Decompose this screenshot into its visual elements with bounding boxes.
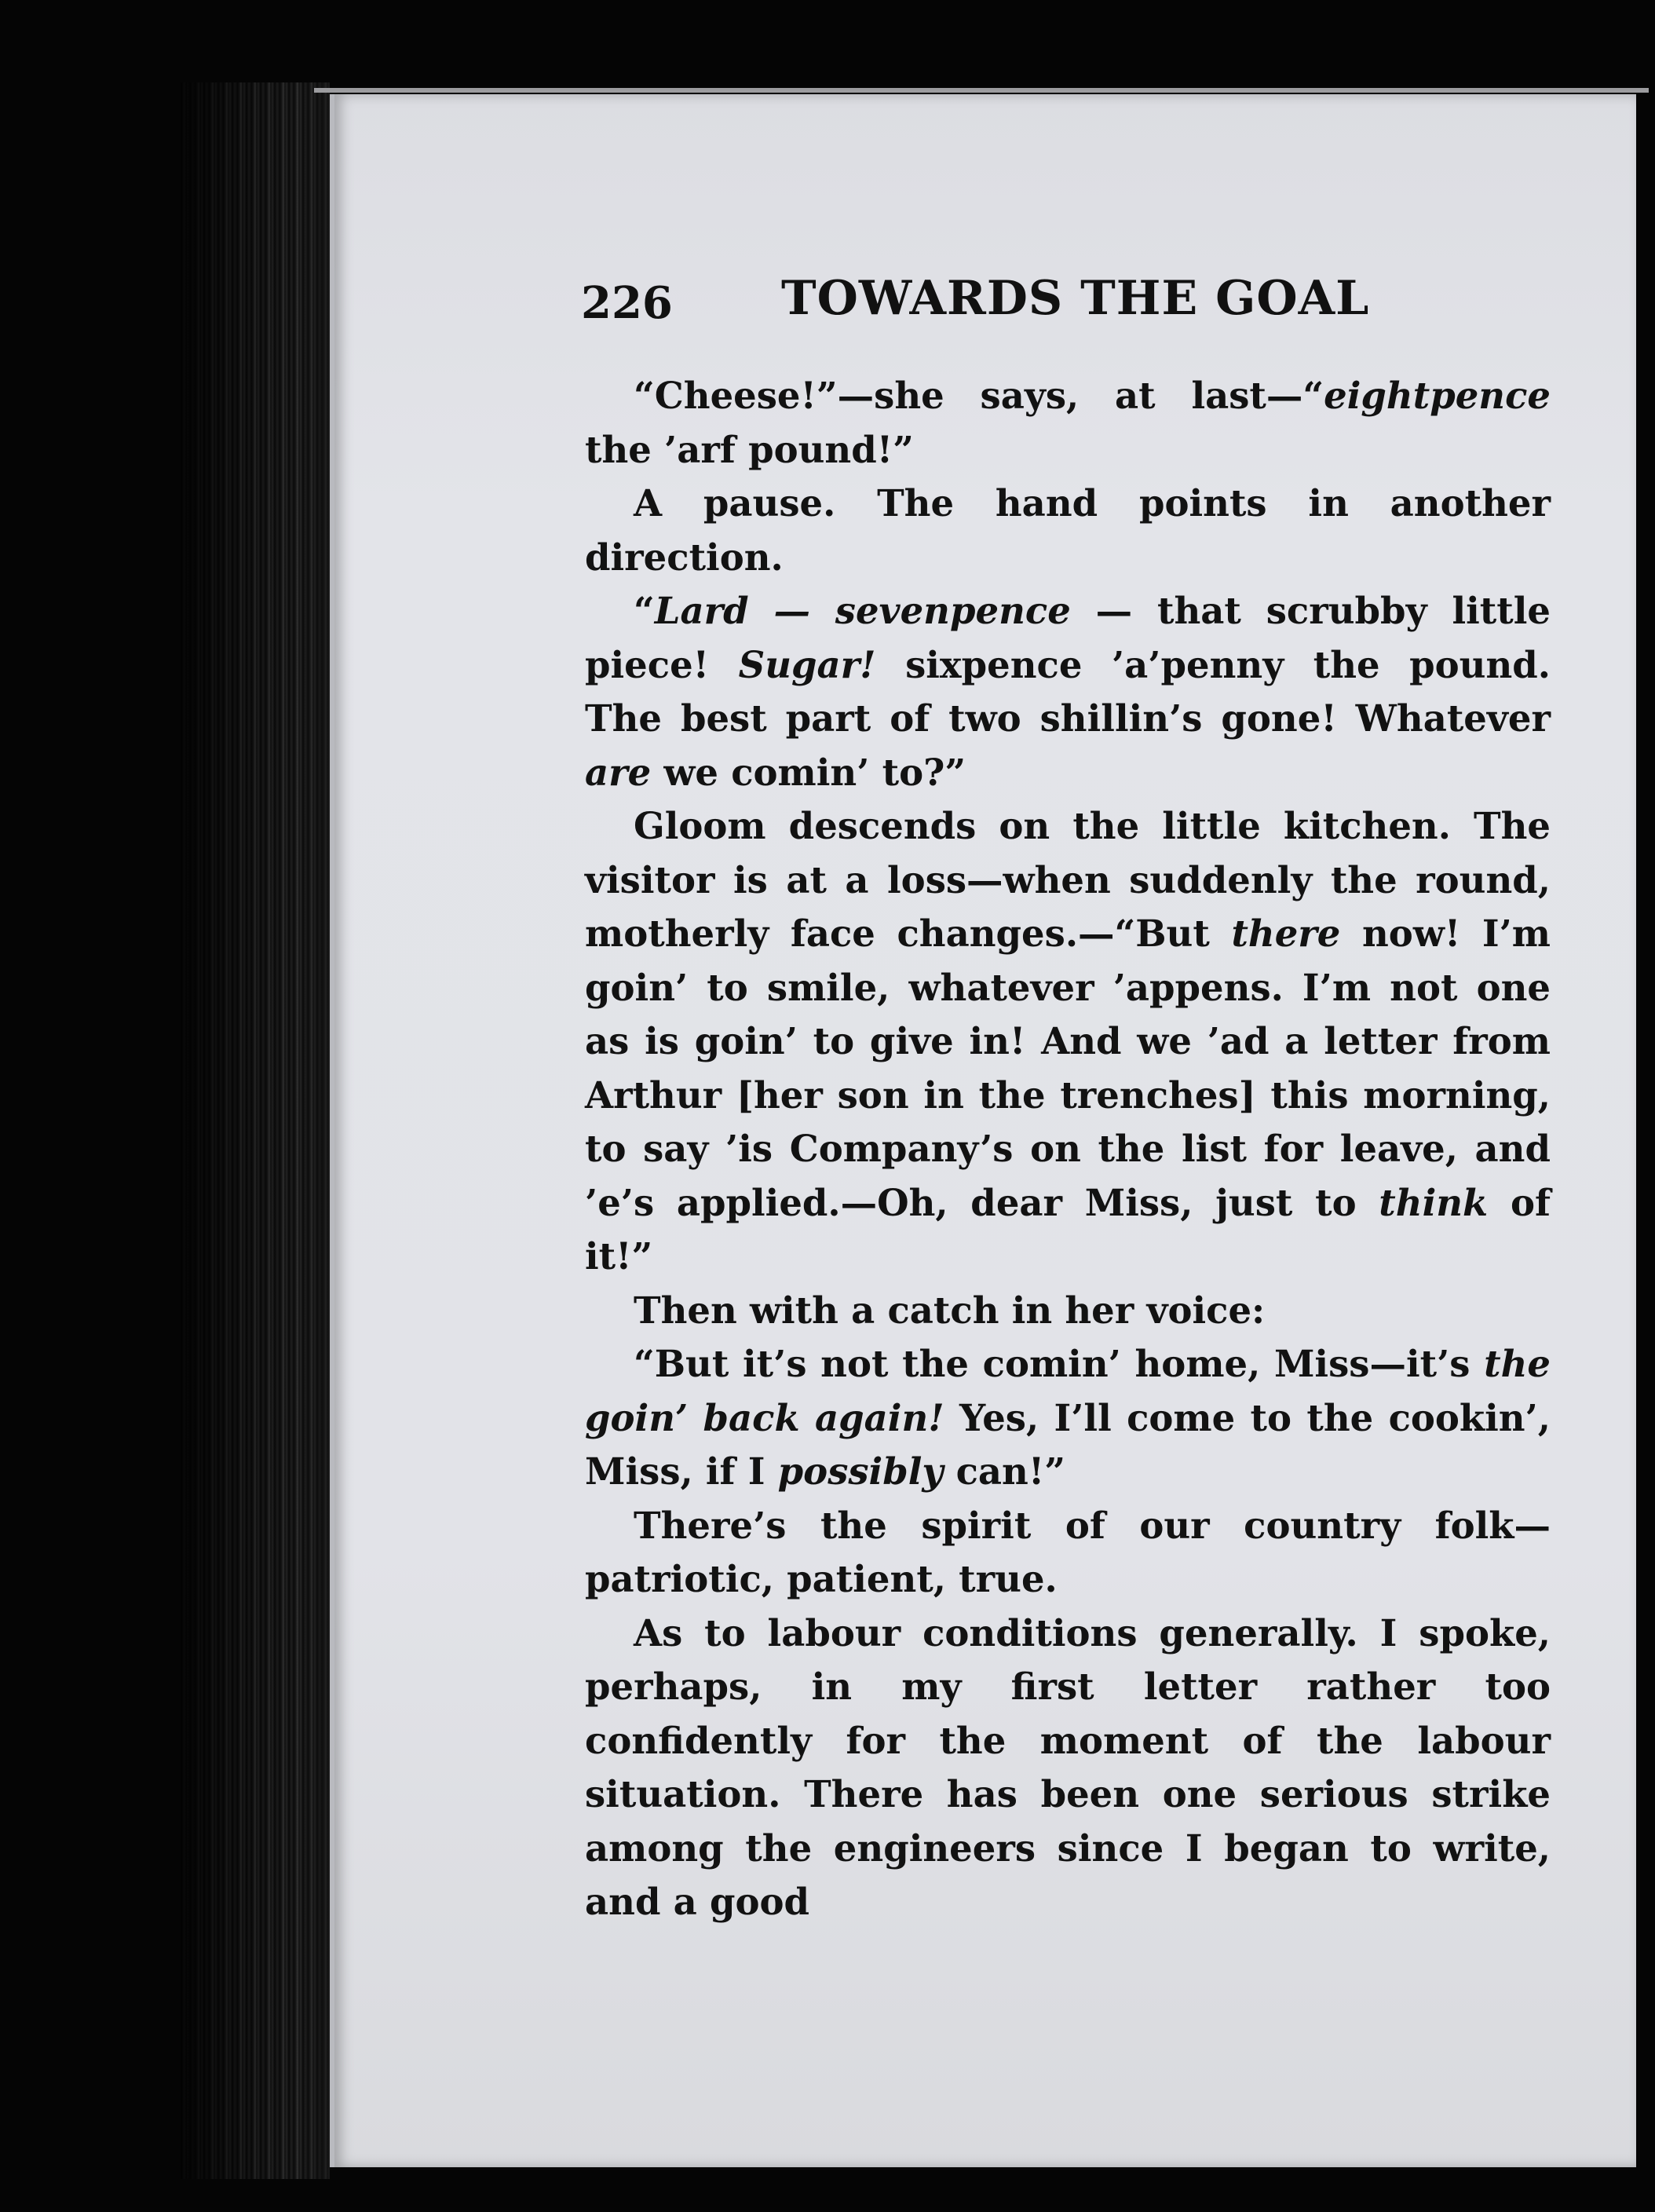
- paragraph-3: [585, 584, 1551, 799]
- text-run-italic: think: [1379, 1180, 1489, 1224]
- paragraph-2: [585, 477, 1551, 584]
- text-run: “: [634, 589, 655, 632]
- text-run: “But it’s not the comin’ home, Miss—it’s: [634, 1342, 1485, 1385]
- text-run: — that scrubby little piece!: [585, 589, 1551, 686]
- text-run: we comin’ to?”: [651, 750, 966, 794]
- text-run-italic: Sugar!: [738, 642, 876, 686]
- text-run: Then with a catch in her voice:: [634, 1288, 1266, 1332]
- paragraph-7: [585, 1499, 1551, 1607]
- text-run: As to labour conditions generally. I spoke, perhaps, in my first letter rather too confidently for the moment of the labour situation. There has been one serious strike among the engineers since I began to write, and a good: [585, 1611, 1551, 1923]
- page-top-edge: [314, 88, 1649, 93]
- text-run: A pause. The hand points in another direction.: [585, 481, 1551, 579]
- text-run: Yes, I’ll come to the cookin’, Miss, if I: [585, 1395, 1551, 1493]
- page-edges: [181, 82, 330, 2179]
- body-text: [585, 369, 1551, 1929]
- text-run-italic: are: [585, 750, 652, 794]
- paragraph-5: [585, 1284, 1551, 1338]
- text-run: the ’arf pound!”: [585, 427, 914, 471]
- paragraph-6: [585, 1337, 1551, 1499]
- text-run-italic: Lard — sevenpence: [654, 589, 1071, 632]
- text-run: There’s the spirit of our country folk—patriotic, patient, true.: [585, 1503, 1551, 1600]
- text-run: Gloom descends on the little kitchen. The visitor is at a loss—when suddenly the round, motherly face changes.—“But: [585, 804, 1551, 955]
- text-run-italic: there: [1231, 912, 1341, 955]
- text-run-italic: eightpence: [1324, 374, 1551, 417]
- text-run: sixpence ’a’penny the pound. The best part of two shillin’s gone! Whatever: [585, 642, 1551, 740]
- page-number: 226: [581, 277, 673, 329]
- running-head-title: TOWARDS THE GOAL: [781, 271, 1370, 326]
- paragraph-4: [585, 799, 1551, 1284]
- text-run: “Cheese!”—she says, at last—“: [634, 374, 1324, 417]
- text-run: of it!”: [585, 1180, 1551, 1278]
- paragraph-8: [585, 1607, 1551, 1929]
- text-run-italic: possibly: [777, 1450, 944, 1493]
- text-run-italic: the goin’ back again!: [585, 1342, 1551, 1439]
- text-run: can!”: [943, 1450, 1066, 1493]
- running-head: [581, 271, 1586, 342]
- paragraph-1: [585, 369, 1551, 477]
- text-run: now! I’m goin’ to smile, whatever ’appens. I’m not one as is goin’ to give in! And we ’ad a letter from Arthur [her son in the trenches] this morning, to say ’is Company’s on the list for leave, and ’e’s applied.—Oh, dear Miss, just to: [585, 912, 1551, 1224]
